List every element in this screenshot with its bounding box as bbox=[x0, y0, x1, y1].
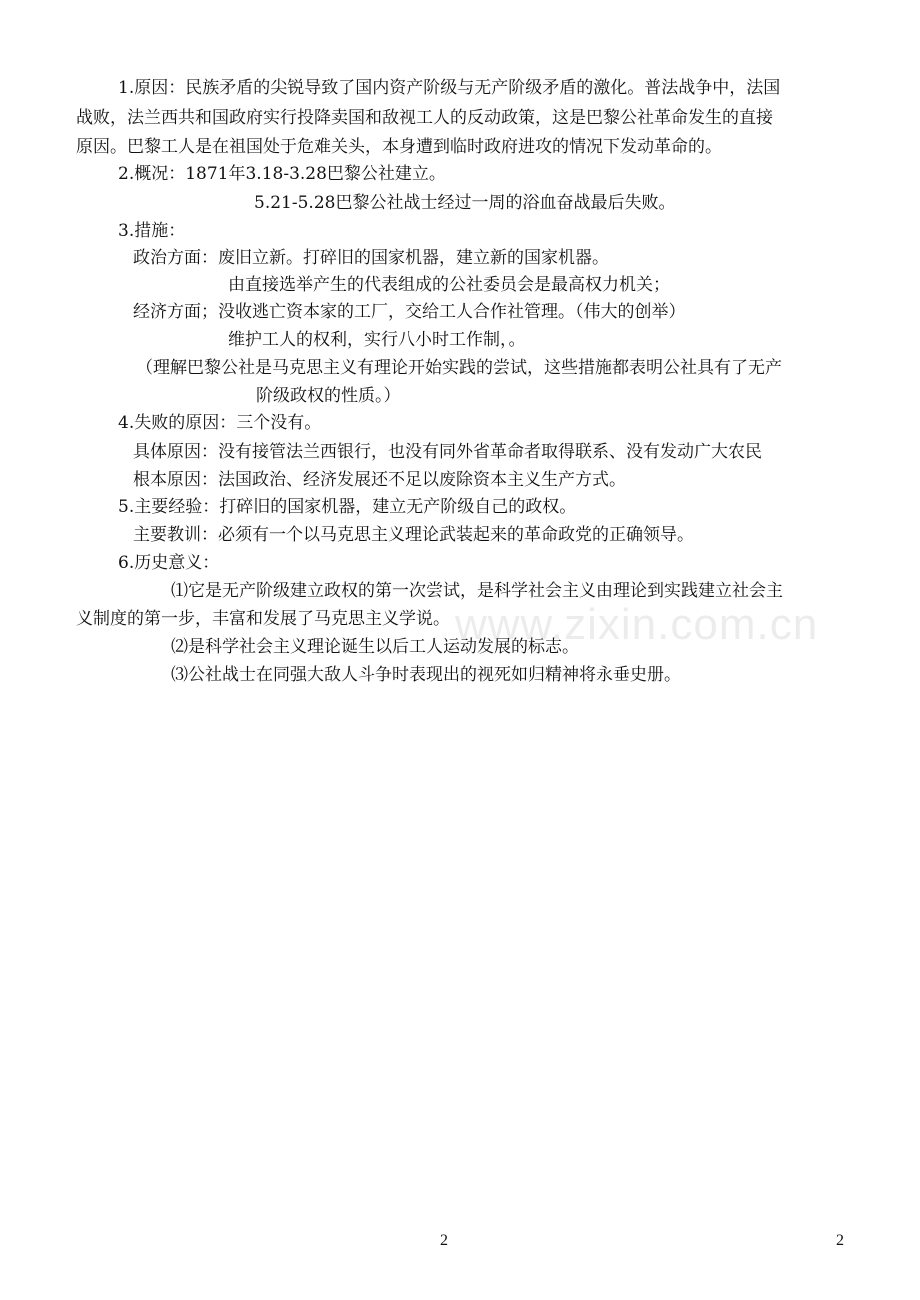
measures-economic-2: 维护工人的权利，实行八小时工作制，。 bbox=[228, 330, 526, 350]
measures-political-1: 政治方面：废旧立新。打碎旧的国家机器，建立新的国家机器。 bbox=[133, 248, 609, 268]
cause-line-2: 战败，法兰西共和国政府实行投降卖国和敌视工人的反动政策，这是巴黎公社革命发生的直接 bbox=[76, 108, 773, 128]
significance-item-1-line-1: ⑴它是无产阶级建立政权的第一次尝试，是科学社会主义由理论到实践建立社会主 bbox=[171, 581, 783, 601]
cause-line-3: 原因。巴黎工人是在祖国处于危难关头，本身遭到临时政府进攻的情况下发动革命的。 bbox=[76, 137, 722, 157]
overview-line-2: 5.21-5.28巴黎公社战士经过一周的浴血奋战最后失败。 bbox=[254, 193, 676, 213]
page-number-center: 2 bbox=[440, 1232, 448, 1249]
lessons-lesson: 主要教训：必须有一个以马克思主义理论武装起来的革命政党的正确领导。 bbox=[133, 525, 694, 545]
measures-note-1: （理解巴黎公社是马克思主义有理论开始实践的尝试，这些措施都表明公社具有了无产 bbox=[136, 358, 782, 378]
failure-specific: 具体原因：没有接管法兰西银行，也没有同外省革命者取得联系、没有发动广大农民 bbox=[133, 442, 762, 462]
overview-line-1: 2.概况：1871年3.18-3.28巴黎公社建立。 bbox=[118, 164, 446, 184]
significance-item-2: ⑵是科学社会主义理论诞生以后工人运动发展的标志。 bbox=[171, 637, 579, 657]
measures-economic-1: 经济方面；没收逃亡资本家的工厂，交给工人合作社管理。（伟大的创举） bbox=[133, 302, 686, 322]
significance-item-1-line-2: 义制度的第一步，丰富和发展了马克思主义学说。 bbox=[76, 609, 450, 629]
significance-item-3: ⑶公社战士在同强大敌人斗争时表现出的视死如归精神将永垂史册。 bbox=[171, 665, 681, 685]
measures-note-2: 阶级政权的性质。） bbox=[256, 386, 401, 406]
measures-political-2: 由直接选举产生的代表组成的公社委员会是最高权力机关； bbox=[228, 275, 670, 295]
page-number-right: 2 bbox=[836, 1232, 844, 1249]
significance-heading: 6.历史意义： bbox=[118, 553, 220, 573]
watermark: www.zixin.com.cn bbox=[455, 600, 819, 649]
failure-root: 根本原因：法国政治、经济发展还不足以废除资本主义生产方式。 bbox=[133, 470, 626, 490]
cause-line-1: 1.原因：民族矛盾的尖锐导致了国内资产阶级与无产阶级矛盾的激化。普法战争中，法国 bbox=[118, 78, 781, 98]
failure-heading: 4.失败的原因：三个没有。 bbox=[118, 413, 322, 433]
lessons-experience: 5.主要经验：打碎旧的国家机器，建立无产阶级自己的政权。 bbox=[118, 497, 577, 517]
measures-heading: 3.措施： bbox=[118, 221, 186, 241]
